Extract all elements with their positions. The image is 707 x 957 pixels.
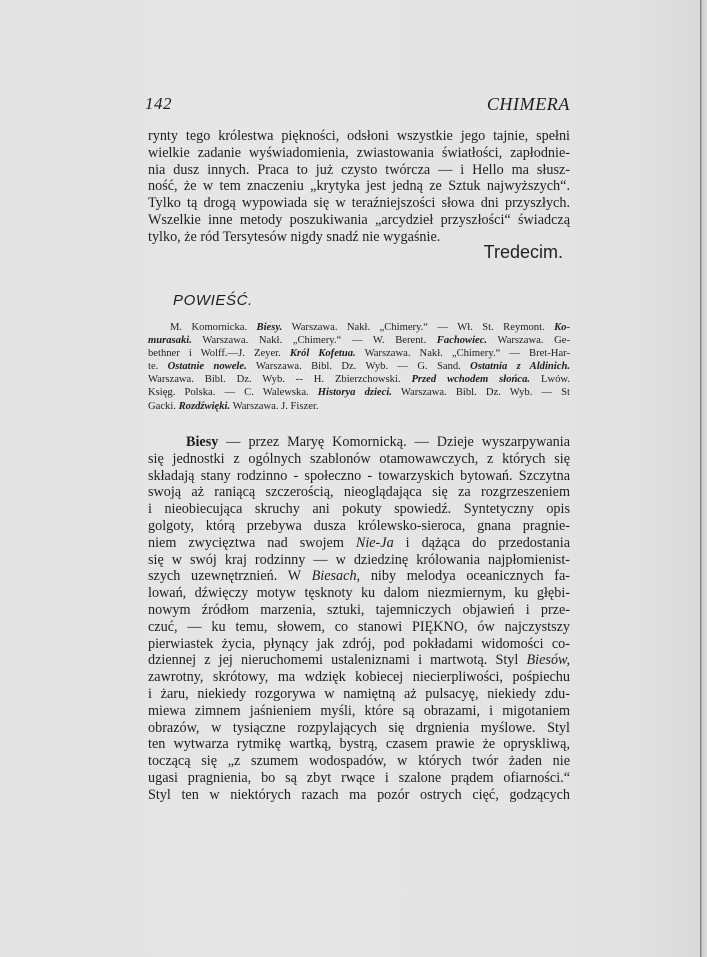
bibliography-text: Warszawa. Bibl. Dz. Wyb. — St xyxy=(391,387,570,399)
line-text: obrazów, w tysiączne rozpylających się drgnienia myślowe. Styl xyxy=(148,719,570,736)
bibliography-line xyxy=(148,400,570,413)
book-title: Biesy. xyxy=(256,322,283,333)
bibliography-text: te. xyxy=(148,361,168,373)
page-number: 142 xyxy=(145,94,172,113)
text-line xyxy=(148,434,570,451)
line-text: ten wytwarza rytmikę wartką, bystrą, czasem prawie że opryskliwą, xyxy=(148,736,570,753)
text-line xyxy=(148,720,570,737)
bibliography-text: Warszawa. Nakł. „Chimery.“ — Wł. St. Reymont. xyxy=(282,322,555,333)
bibliography-text: Warszawa. Nakł. „Chimery.“ — W. Berent. xyxy=(191,335,437,347)
author-signature: Tredecim. xyxy=(483,242,563,262)
text-line: rynty tego królestwa piękności, odsłoni wszystkie jego tajnie, spełni xyxy=(148,128,570,144)
bibliography-text: Warszawa. Bibl. Dz. Wyb. -- H. Zbierzchowski. xyxy=(148,374,412,386)
line-text: — przez Maryę Komornicką. — Dzieje wyszarpywania xyxy=(218,434,570,450)
text-line: ność, że w tem znaczeniu „krytyka jest jedną ze Sztuk najwyższych“. xyxy=(148,178,570,195)
page-header xyxy=(145,94,570,118)
bibliography-text: Warszawa. Ge- xyxy=(487,335,570,347)
bibliography-text: Księg. Polska. — C. Walewska. xyxy=(148,387,318,399)
emphasis: Biesów, xyxy=(526,652,570,669)
bibliography-list xyxy=(148,321,570,413)
line-text: swoją aż raniącą szczerością, nieoglądająca się za rozgrzeszeniem xyxy=(148,484,570,501)
text-line: Wszelkie inne metody poszukiwania „arcydzieł przyszłości“ świadczą xyxy=(148,211,570,228)
text-line xyxy=(148,518,570,535)
section-heading: POWIEŚĆ. xyxy=(173,292,253,309)
book-title: Ko- xyxy=(554,322,570,333)
text-line xyxy=(148,686,570,703)
page-edge-shadow xyxy=(700,0,707,957)
line-text: ugasi pragnienia, bo są zbyt rwące i szalone prądem ofiarności.“ xyxy=(148,769,570,786)
text-line: tylko, że ród Tersytesów nigdy snadź nie wygaśnie. xyxy=(148,228,441,245)
bibliography-text: Warszawa. Nakł. „Chimery.“ — Bret-Har- xyxy=(355,348,570,360)
book-title: Ostatnie nowele. xyxy=(167,361,247,373)
book-title: Fachowiec. xyxy=(436,335,488,347)
line-text: dziennej z jej nieruchomemi ustaleniznami i martwotą. Styl Biesów, xyxy=(148,652,570,669)
text-line xyxy=(148,468,570,485)
line-text: składają stany rodzinno - społeczno - towarzyskich bytowań. Szczytna xyxy=(148,467,570,484)
line-text: Styl ten w niektórych razach ma pozór ostrych cięć, godzących xyxy=(148,786,570,803)
bibliography-line xyxy=(148,321,570,334)
review-paragraph xyxy=(148,434,570,804)
line-text: golgoty, którą przebywa dusza królewsko-sieroca, gnana pragnie- xyxy=(148,517,570,534)
bibliography-line xyxy=(148,360,570,373)
review-title: Biesy xyxy=(186,434,219,450)
book-title: murasaki. xyxy=(148,335,192,347)
line-text: niem zwycięztwa nad swojem Nie-Ja i dążąca do przedostania xyxy=(148,534,570,551)
bibliography-line xyxy=(148,386,570,399)
text-line xyxy=(148,753,570,770)
text-line xyxy=(148,636,570,653)
emphasis: Biesach, xyxy=(311,568,361,585)
line-text: nowym źródłom marzenia, sztuki, tajemniczych objawień i prze- xyxy=(148,601,570,618)
text-line: Tylko tą drogą wypowiada się w teraźniejszości słowa dni przyszłych. xyxy=(148,195,570,212)
text-line xyxy=(148,770,570,787)
line-text: toczącą się „z szumem wodospadów, w których twór żaden nie xyxy=(148,753,570,770)
bibliography-text: Lwów. xyxy=(530,374,570,386)
text-line xyxy=(148,451,570,468)
text-line xyxy=(148,669,570,686)
text-line xyxy=(148,703,570,720)
line-text: i żaru, niekiedy rozgorywa w namiętną aż pulsacyę, niekiedy zdu- xyxy=(148,685,570,702)
text-line xyxy=(148,484,570,501)
text-line xyxy=(148,787,570,804)
text-line xyxy=(148,501,570,518)
text-line: wielkie zadanie wyświadomienia, zwiastowania światłości, zapłodnie- xyxy=(148,144,570,161)
line-text: lowań, dźwięczy motyw tęsknoty ku dalom niezmiernym, ku głębi- xyxy=(148,585,570,602)
bibliography-line xyxy=(148,347,570,360)
text-line xyxy=(148,552,570,569)
book-title: Historya dzieci. xyxy=(317,387,392,399)
emphasis: Nie-Ja xyxy=(355,534,394,551)
line-text: się jednostki z ogólnych szablonów otamowawczych, z których się xyxy=(148,450,570,467)
text-line xyxy=(148,568,570,585)
bibliography-line xyxy=(148,373,570,386)
running-title: CHIMERA xyxy=(486,94,570,114)
text-line xyxy=(148,535,570,552)
text-line xyxy=(148,585,570,602)
line-text: pierwiastek życia, płynący jak zdrój, pod pokładami widomości co- xyxy=(148,635,570,652)
book-title: Rozdźwięki. xyxy=(178,400,231,412)
line-text: czuć, — ku temu, słowem, co stanowi PIĘKNO, ów najczystszy xyxy=(148,618,570,635)
text-line xyxy=(148,652,570,669)
bibliography-text: Warszawa. J. Fiszer. xyxy=(230,400,319,412)
book-title: Przed wchodem słońca. xyxy=(411,374,531,386)
intro-paragraph xyxy=(148,128,570,246)
line-text: się w swój kraj rodzinny — w dziedzinę królowania najpłomienist- xyxy=(148,551,570,568)
text-line xyxy=(148,736,570,753)
line-text: i nieobiecująca skruchy ani pokuty spowiedź. Syntetyczny opis xyxy=(148,501,570,518)
line-text: szych uzewnętrznień. W Biesach, niby melodya oceanicznych fa- xyxy=(148,568,571,585)
line-text: zawrotny, skrótowy, ma wdzięk kobiecej niecierpliwości, pośpiechu xyxy=(148,669,570,686)
bibliography-text: bethner i Wolff.—J. Zeyer. xyxy=(148,348,290,360)
book-title: Ostatnia z Aldinich. xyxy=(470,361,570,373)
text-line xyxy=(148,602,570,619)
bibliography-text: Gacki. xyxy=(148,400,179,412)
bibliography-text: M. Komornicka. xyxy=(170,322,257,333)
bibliography-text: Warszawa. Bibl. Dz. Wyb. — G. Sand. xyxy=(246,361,471,373)
line-text: miewa zimnem jaśnieniem myśli, które są obrazami, i migotaniem xyxy=(148,702,570,719)
text-line xyxy=(148,619,570,636)
text-line: nia dusz innych. Praca to już czysto twórcza — i Hello ma słusz- xyxy=(148,161,570,178)
bibliography-line xyxy=(148,334,570,347)
book-title: Król Kofetua. xyxy=(289,348,356,360)
